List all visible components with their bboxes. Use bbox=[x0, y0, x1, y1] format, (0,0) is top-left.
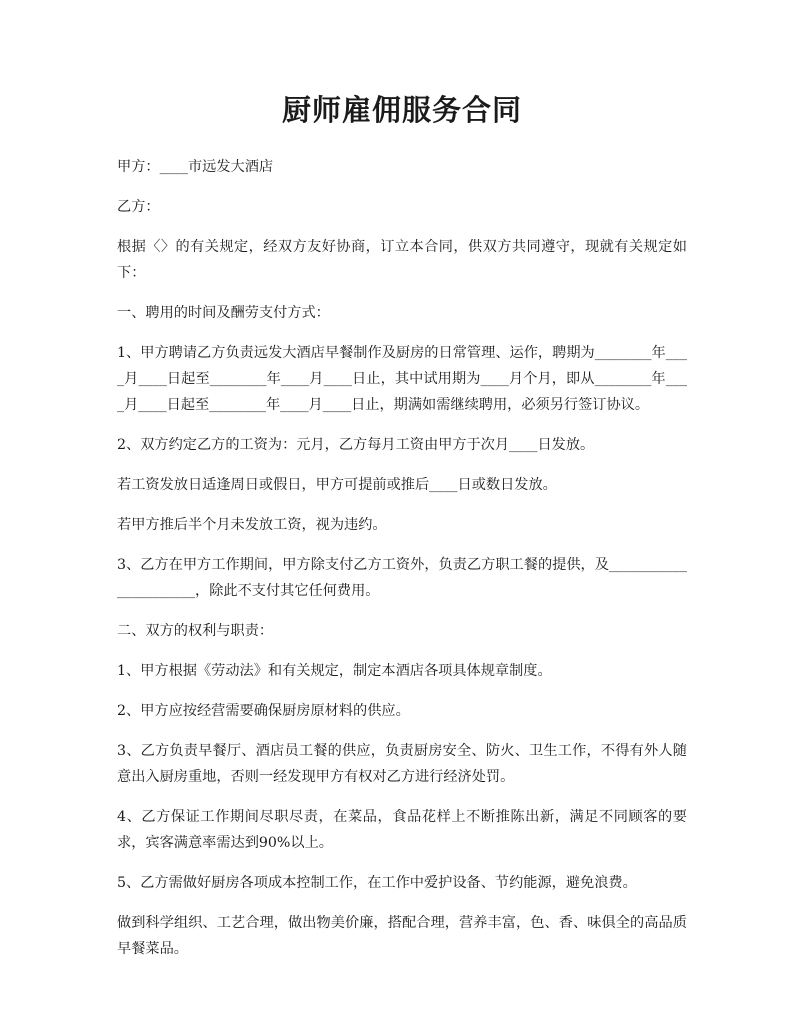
section-heading-employment: 一、聘用的时间及酬劳支付方式： bbox=[117, 305, 330, 321]
document-title: 厨师雇佣服务合同 bbox=[281, 93, 522, 127]
document-page bbox=[117, 88, 687, 976]
clause-2-5-detail: 做到科学组织、工艺合理，做出物美价廉，搭配合理，营养丰富，色、香、味俱全的高品质早餐菜品。 bbox=[117, 915, 687, 957]
clause-1-1: 1、甲方聘请乙方负责远发大酒店早餐制作及厨房的日常管理、运作，聘期为________年____月____日起至________年____月____日止，其中试用期为____月个月，即从________年____月____日起至________年____月____日止，期满如需继续聘用，必须另行签订协议。 bbox=[117, 345, 687, 413]
clause-1-2-breach: 若甲方推后半个月未发放工资，视为违约。 bbox=[117, 517, 387, 533]
clause-2-2: 2、甲方应按经营需要确保厨房原材料的供应。 bbox=[117, 703, 410, 719]
clause-2-5: 5、乙方需做好厨房各项成本控制工作，在工作中爱护设备、节约能源，避免浪费。 bbox=[117, 875, 637, 891]
clause-2-3: 3、乙方负责早餐厅、酒店员工餐的供应，负责厨房安全、防火、卫生工作，不得有外人随意出入厨房重地，否则一经发现甲方有权对乙方进行经济处罚。 bbox=[117, 743, 687, 785]
clause-2-1: 1、甲方根据《劳动法》和有关规定，制定本酒店各项具体规章制度。 bbox=[117, 663, 552, 679]
party-b-line: 乙方： bbox=[117, 199, 160, 215]
clause-1-2: 2、双方约定乙方的工资为：元月，乙方每月工资由甲方于次月____日发放。 bbox=[117, 437, 595, 453]
clause-1-3: 3、乙方在甲方工作期间，甲方除支付乙方工资外，负责乙方职工餐的提供，及______________________，除此不支付其它任何费用。 bbox=[117, 557, 687, 599]
preamble-paragraph: 根据〈〉的有关规定，经双方友好协商，订立本合同，供双方共同遵守，现就有关规定如下： bbox=[117, 239, 687, 281]
clause-1-2-holiday: 若工资发放日适逢周日或假日，甲方可提前或推后____日或数日发放。 bbox=[117, 477, 557, 493]
party-a-line: 甲方：____市远发大酒店 bbox=[117, 159, 274, 175]
section-heading-rights: 二、双方的权利与职责： bbox=[117, 623, 274, 639]
clause-2-4: 4、乙方保证工作期间尽职尽责，在菜品，食品花样上不断推陈出新，满足不同顾客的要求，宾客满意率需达到90%以上。 bbox=[117, 809, 687, 851]
